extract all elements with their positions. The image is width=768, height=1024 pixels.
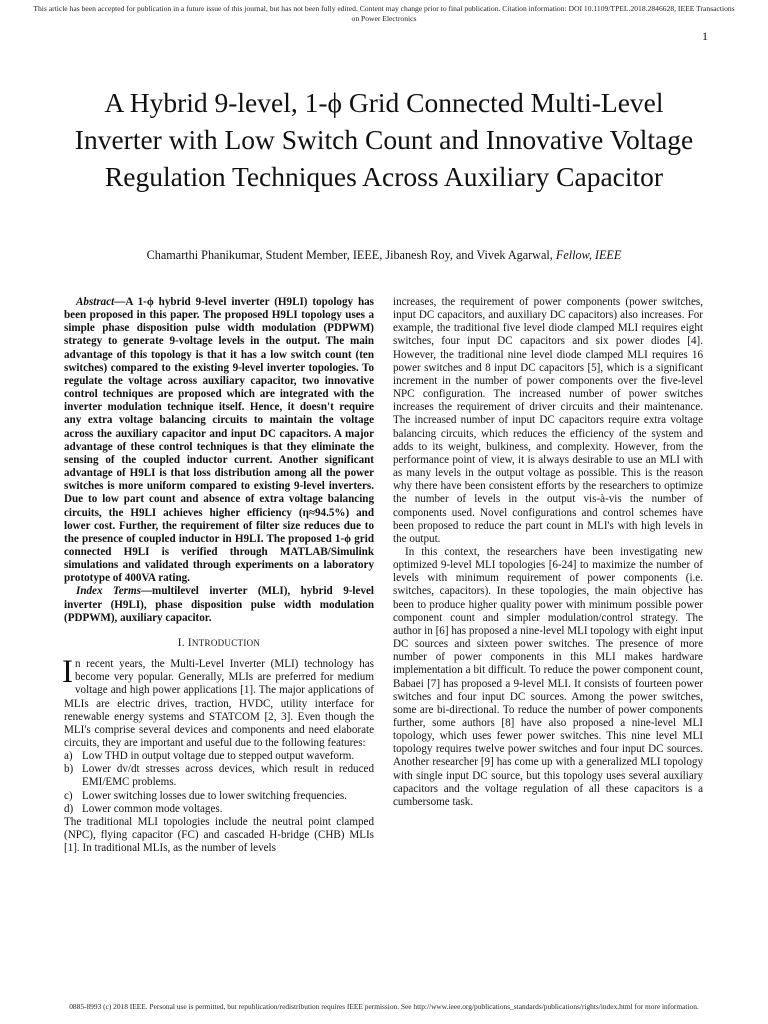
copyright-footer: 0885-8993 (c) 2018 IEEE. Personal use is permitted, but republication/redistribution requires IEEE permission. See http://www.ieee.org/publications_standards/publications/rights/index.html for more information.	[69, 1002, 699, 1011]
author-fellow-label: Fellow, IEEE	[555, 248, 622, 262]
feature-list	[64, 750, 374, 816]
list-item	[64, 763, 374, 789]
author-names: Chamarthi Phanikumar, Student Member, IEEE, Jibanesh Roy, and Vivek Agarwal,	[146, 248, 553, 262]
list-item	[64, 750, 374, 763]
paper-title: A Hybrid 9-level, 1-ϕ Grid Connected Multi-Level Inverter with Low Switch Count and Innovative Voltage Regulation Techniques Across Auxiliary Capacitor	[74, 87, 694, 192]
drop-cap: I	[62, 654, 73, 691]
list-marker: a)	[64, 750, 73, 763]
right-paragraph-1: increases, the requirement of power components (power switches, input DC capacitors, and auxiliary DC capacitors) also increases. For example, the traditional five level diode clamped MLI requires eight switches, four input DC capacitors and six power diodes [4]. However, the traditional nine level diode clamped MLI requires 16 power switches and 8 input DC capacitors [5], which is a significant increment in the number of power components over the five-level NPC configuration. The increased number of power switches increases the requirement of driver circuits and their maintenance. The increased number of input DC capacitors require extra voltage balancing circuits, which reduces the efficiency of the system and adds to its weight, bulkiness, and complexity. However, from the performance point of view, it is always desirable to use an MLI with as many levels in the output voltage as possible. This is the reason why there have been consistent efforts by the researchers to optimize the number of levels in the output vis-à-vis the number of components used. Novel configurations and control schemes have been proposed to reduce the part count in MLI's with high levels in the output.	[393, 296, 703, 545]
list-item	[64, 803, 374, 816]
index-terms	[64, 585, 374, 624]
abstract-label: Abstract	[76, 296, 115, 308]
section-title-rest: NTRODUCTION	[191, 637, 261, 648]
section-heading-introduction	[64, 637, 374, 650]
list-marker: c)	[64, 789, 73, 802]
intro-paragraph-1	[62, 654, 374, 750]
journal-banner: This article has been accepted for publication in a future issue of this journal, but has not been fully edited. Content may change prior to final publication. Citation information: DOI 10.1109/TPEL.2018.2846628, IEEE Transactions on Power Electronics	[33, 4, 735, 23]
section-number: I.	[177, 636, 185, 649]
list-item	[64, 790, 374, 803]
right-column	[393, 296, 703, 809]
index-terms-text: —multilevel inverter (MLI), hybrid 9-level inverter (H9LI), phase disposition pulse width modulation (PDPWM), auxiliary capacitor.	[64, 585, 374, 624]
list-item-text: Lower common mode voltages.	[82, 802, 223, 815]
page-number: 1	[702, 29, 708, 43]
abstract	[64, 296, 374, 585]
right-paragraph-2: In this context, the researchers have been investigating new optimized 9-level MLI topologies [6-24] to maximize the number of levels with minimum requirement of power components (i.e. switches, capacitors). In these topologies, the main objective has been to produce higher quality power with minimum possible power component count and simpler modulation/control strategy. The author in [6] has proposed a nine-level MLI topology with eight input DC sources and sixteen power switches. The presence of more number of power components in this MLI makes hardware implementation a bit difficult. To reduce the power component count, Babaei [7] has proposed a 9-level MLI. It consists of fourteen power switches and four input DC sources. Among the power switches, some are bi-directional. To reduce the number of power components further, some authors [8] have also proposed a nine-level MLI topology, which uses fewer power switches. This nine level MLI topology requires twelve power switches and four input DC sources. Another researcher [9] has come up with a generalized MLI topology with single input DC source, but this topology uses several auxiliary capacitors and the voltage regulation of all these capacitors is a cumbersome task.	[393, 545, 703, 808]
intro-paragraph-2: The traditional MLI topologies include the neutral point clamped (NPC), flying capacitor (FC) and cascaded H-bridge (CHB) MLIs [1]. In traditional MLIs, as the number of levels	[64, 815, 374, 855]
author-line	[30, 248, 738, 263]
list-marker: b)	[64, 763, 74, 776]
list-item-text: Low THD in output voltage due to stepped output waveform.	[82, 750, 355, 763]
intro-paragraph-1-text: n recent years, the Multi-Level Inverter (MLI) technology has become very popular. Generally, MLIs are preferred for medium voltage and high power applications [1]. The major applications of MLIs are electric drives, traction, HVDC, utility interface for renewable energy systems and STATCOM [2, 3]. Even though the MLI's comprise several devices and components and need elaborate circuits, they are important and useful due to the following features:	[64, 658, 374, 749]
left-column	[64, 296, 374, 855]
list-item-text: Lower dv/dt stresses across devices, which result in reduced EMI/EMC problems.	[82, 763, 374, 789]
list-item-text: Lower switching losses due to lower switching frequencies.	[82, 789, 347, 802]
list-marker: d)	[64, 802, 74, 815]
section-initial: I	[187, 636, 192, 649]
abstract-text: —A 1-ϕ hybrid 9-level inverter (H9LI) topology has been proposed in this paper. The proposed H9LI topology uses a simple phase disposition pulse width modulation (PDPWM) strategy to generate 9-voltage levels in the output. The main advantage of this topology is that it has a low switch count (ten switches) compared to the existing 9-level inverter topologies. To regulate the voltage across auxiliary capacitor, two innovative control techniques are proposed which are integrated with the inverter modulation technique itself. Hence, it doesn't require any extra voltage balancing circuits to maintain the voltage across the auxiliary capacitor and input DC capacitors. A major advantage of these control techniques is that they eliminate the sensing of the coupled inductor current. Another significant advantage of H9LI is that loss distribution among all the power switches is more uniform compared to existing 9-level inverters. Due to low part count and absence of extra voltage balancing circuits, the H9LI achieves higher efficiency (η≈94.5%) and lower cost. Further, the requirement of filter size reduces due to the presence of coupled inductor in H9LI. The proposed 1-ϕ grid connected H9LI is verified through MATLAB/Simulink simulations and validated through experiments on a laboratory prototype of 400VA rating.	[64, 296, 374, 585]
index-terms-label: Index Terms	[76, 585, 141, 598]
